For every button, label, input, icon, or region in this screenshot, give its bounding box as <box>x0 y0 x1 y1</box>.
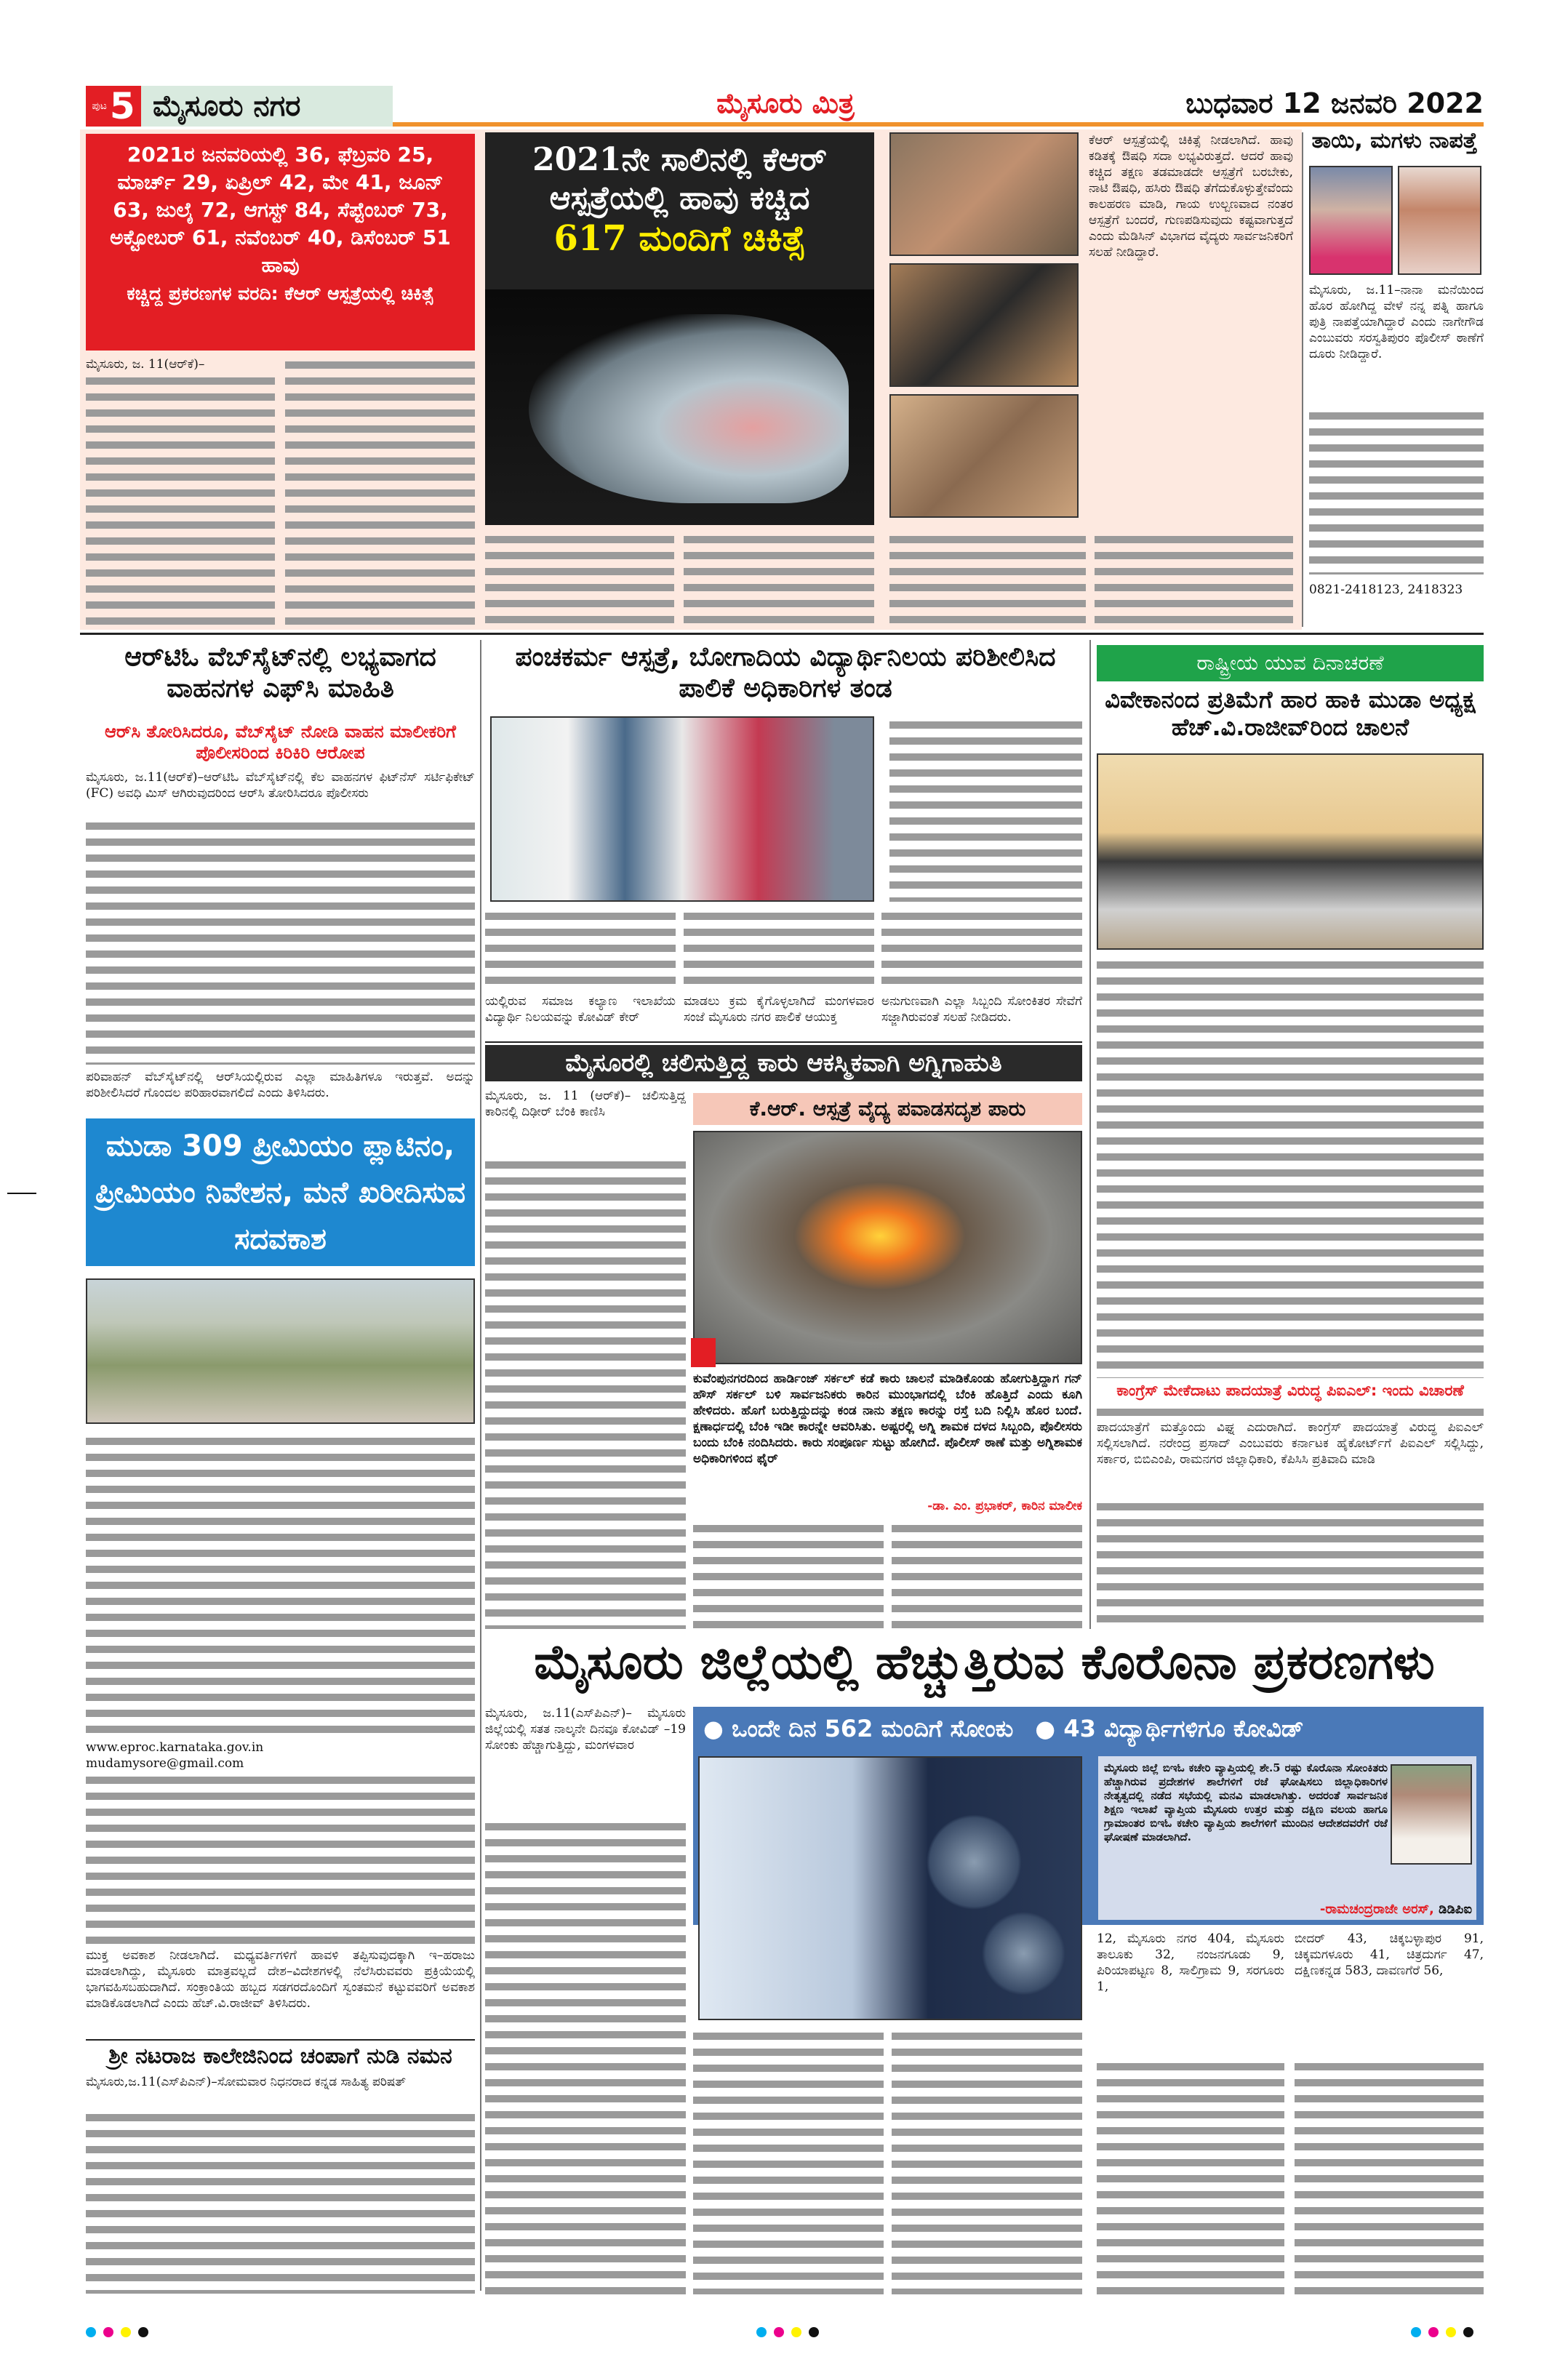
cyan-dot <box>86 2327 96 2337</box>
yellow-dot <box>1446 2327 1456 2337</box>
snake-stats-subtext: ಕಚ್ಚಿದ್ದ ಪ್ರಕರಣಗಳ ವರದಿ: ಕೆಆರ್ ಆಸ್ಪತ್ರೆಯಲ್ಲಿ ಚಿಕಿತ್ಸೆ <box>127 283 434 304</box>
column-divider <box>1302 132 1303 627</box>
congress-body-lines <box>1097 1404 1484 1420</box>
masthead-logo: ಮೈಸೂರು ಮಿತ್ರ <box>716 87 855 119</box>
corona-body-left <box>485 1818 686 2294</box>
ddpi-attribution <box>1104 1902 1472 1917</box>
snake-story-body-col2 <box>285 356 475 625</box>
corona-dateline: ಮೈಸೂರು, ಜ.11(ಎಸ್‌ಪಿಎನ್)– ಮೈಸೂರು ಜಿಲ್ಲೆಯಲ್ಲಿ ಸತತ ನಾಲ್ಕನೇ ದಿನವೂ ಕೋವಿಡ್ –19 ಸೋಂಕು ಹೆಚ್ಚಾಗುತ್ತಿದ್ದು, ಮಂಗಳವಾರ <box>485 1706 686 1753</box>
vivekananda-statue-photo <box>1097 753 1484 950</box>
corona-stats-col2: ಬೀದರ್ 43, ಚಿಕ್ಕಬಳ್ಳಾಪುರ 91, ಚಿಕ್ಕಮಗಳೂರು 41, ಚಿತ್ರದುರ್ಗ 47, ದಕ್ಷಿಣಕನ್ನಡ 583, ದಾವಣಗೆರೆ 56, <box>1295 1931 1484 1978</box>
rto-subhead: ಆರ್‌ಸಿ ತೋರಿಸಿದರೂ, ವೆಬ್‌ಸೈಟ್ ನೋಡಿ ವಾಹನ ಮಾಲೀಕರಿಗೆ ಪೊಲೀಸರಿಂದ ಕಿರಿಕಿರಿ ಆರೋಪ <box>105 721 456 763</box>
congress-body: ಪಾದಯಾತ್ರೆಗೆ ಮತ್ತೊಂದು ವಿಘ್ನ ಎದುರಾಗಿದೆ. ಕಾಂಗ್ರೆಸ್ ಪಾದಯಾತ್ರೆ ವಿರುದ್ಧ ಪಿಐಎಲ್ ಸಲ್ಲಿಸಲಾಗಿದೆ. ನರೇಂದ್ರ ಪ್ರಸಾದ್ ಎಂಬುವರು ಕರ್ನಾಟಕ ಹೈಕೋರ್ಟ್‌ಗೆ ಪಿಐಎಲ್ ಸಲ್ಲಿಸಿದ್ದು, ಸರ್ಕಾರ, ಬಿಬಿಎಂಪಿ, ರಾಮನಗರ ಜಿಲ್ಲಾಧಿಕಾರಿ, ಕೆಪಿಸಿಸಿ ಪ್ರತಿವಾದಿ ಮಾಡಿ <box>1097 1420 1484 1467</box>
column-divider <box>480 640 481 2291</box>
corona-bullet-band <box>693 1707 1484 1750</box>
yellow-dot <box>121 2327 131 2337</box>
corona-stats-col1: 12, ಮೈಸೂರು ನಗರ 404, ಮೈಸೂರು ತಾಲೂಕು 32, ನಂಜನಗೂಡು 9, ಪಿರಿಯಾಪಟ್ಟಣ 8, ಸಾಲಿಗ್ರಾಮ 9, ಸರಗೂರು 1, <box>1097 1931 1284 1994</box>
cyan-dot <box>1411 2327 1421 2337</box>
snake-story-body-col1 <box>86 372 275 625</box>
rto-body <box>86 817 475 1065</box>
snake-stats-box <box>86 134 475 351</box>
car-fire-photo <box>693 1131 1082 1364</box>
missing-mother-photo <box>1309 166 1393 275</box>
rto-closing: ಪರಿವಾಹನ್ ವೆಬ್‌ಸೈಟ್‌ನಲ್ಲಿ ಆರ್‌ಸಿಯಲ್ಲಿರುವ ಎಲ್ಲಾ ಮಾಹಿತಿಗಳೂ ಇರುತ್ತವೆ. ಅದನ್ನು ಪರಿಶೀಲಿಸಿದರೆ ಗೊಂದಲ ಪರಿಹಾರವಾಗಲಿದೆ ಎಂದು ತಿಳಿಸಿದರು. <box>86 1070 475 1100</box>
page-number: 5 <box>109 85 135 127</box>
corona-stats-more-1 <box>1097 2058 1284 2294</box>
snake-story-body-col3 <box>485 531 674 625</box>
congress-headline: ಕಾಂಗ್ರೆಸ್ ಮೇಕೆದಾಟು ಪಾದಯಾತ್ರೆ ವಿರುದ್ಧ ಪಿಐಎಲ್: ಇಂದು ವಿಚಾರಣೆ <box>1116 1382 1464 1399</box>
missing-body-lines <box>1309 407 1484 575</box>
bullet-1-text: ಒಂದೇ ದಿನ 562 ಮಂದಿಗೆ ಸೋಂಕು <box>732 1714 1014 1742</box>
car-body-col3 <box>892 1520 1082 1629</box>
page-number-box <box>86 86 141 127</box>
muda-email: mudamysore@gmail.com <box>86 1756 244 1771</box>
ddpi-quote: ಮೈಸೂರು ಜಿಲ್ಲೆ ಬಿಇಓ ಕಚೇರಿ ವ್ಯಾಪ್ತಿಯಲ್ಲಿ ಶೇ.5 ರಷ್ಟು ಕೊರೊನಾ ಸೋಂಕಿತರು ಹೆಚ್ಚಾಗಿರುವ ಪ್ರದೇಶಗಳ ಶಾಲೆಗಳಿಗೆ ರಜೆ ಘೋಷಿಸಲು ಜಿಲ್ಲಾಧಿಕಾರಿಗಳ ನೇತೃತ್ವದಲ್ಲಿ ನಡೆದ ಸಭೆಯಲ್ಲಿ ಮನವಿ ಮಾಡಲಾಗಿತ್ತು. ಅದರಂತೆ ಸಾರ್ವಜನಿಕ ಶಿಕ್ಷಣ ಇಲಾಖೆ ವ್ಯಾಪ್ತಿಯ ಮೈಸೂರು ಉತ್ತರ ಮತ್ತು ದಕ್ಷಿಣ ವಲಯ ಹಾಗೂ ಗ್ರಾಮಾಂತರ ಬಿಇಓ ಕಚೇರಿ ವ್ಯಾಪ್ತಿಯ ಶಾಲೆಗಳಿಗೆ ಮುಂದಿನ ಆದೇಶದವರೆಗೆ ರಜೆ ಘೋಷಣೆ ಮಾಡಲಾಗಿದೆ. <box>1104 1761 1388 1843</box>
snake-headline-box <box>485 132 874 525</box>
snake-story-dateline: ಮೈಸೂರು, ಜ. 11(ಆರ್‌ಕೆ)– <box>86 357 205 372</box>
ddpi-role: ಡಿಡಿಪಿಐ <box>1439 1902 1472 1917</box>
muda-headline-box: ಮುಡಾ 309 ಪ್ರೀಮಿಯಂ ಪ್ಲಾಟಿನಂ, ಪ್ರೀಮಿಯಂ ನಿವೇಶನ, ಮನೆ ಖರೀದಿಸುವ ಸದವಕಾಶ <box>86 1118 475 1266</box>
bullet-2-text: 43 ವಿದ್ಯಾರ್ಥಿಗಳಿಗೂ ಕೋವಿಡ್ <box>1063 1714 1304 1742</box>
corona-bullet-2: ● 43 ವಿದ್ಯಾರ್ಥಿಗಳಿಗೂ ಕೋವಿಡ್ <box>1035 1714 1304 1742</box>
snake-photo <box>529 314 849 503</box>
youth-day-tag: ರಾಷ್ಟ್ರೀಯ ಯುವ ದಿನಾಚರಣೆ <box>1097 645 1484 681</box>
muda-website: www.eproc.karnataka.gov.in <box>86 1740 264 1755</box>
magenta-dot <box>103 2327 113 2337</box>
panchakarma-col3-end: ಅನುಗುಣವಾಗಿ ಎಲ್ಲಾ ಸಿಬ್ಬಂದಿ ಸೋಂಕಿತರ ಸೇವೆಗೆ ಸಜ್ಜಾಗಿರುವಂತೆ ಸಲಹೆ ನೀಡಿದರು. <box>881 994 1082 1025</box>
registration-marks-left <box>86 2327 148 2337</box>
panchakarma-officials-photo <box>490 716 874 902</box>
cobra-photo <box>889 132 1079 256</box>
muda-body-2 <box>86 1772 475 1946</box>
car-fire-headline: ಮೈಸೂರಲ್ಲಿ ಚಲಿಸುತ್ತಿದ್ದ ಕಾರು ಆಕಸ್ಮಿಕವಾಗಿ ಅಗ್ನಿಗಾಹುತಿ <box>485 1045 1082 1081</box>
corona-body-col2 <box>693 2027 884 2294</box>
panchakarma-col1-end: ಯಲ್ಲಿರುವ ಸಮಾಜ ಕಲ್ಯಾಣ ಇಲಾಖೆಯ ವಿದ್ಯಾರ್ಥಿ ನಿಲಯವನ್ನು ಕೋವಿಡ್ ಕೇರ್ <box>485 994 676 1025</box>
issue-date: ಬುಧವಾರ 12 ಜನವರಿ 2022 <box>1185 87 1484 119</box>
snake-story-body-col4 <box>684 531 874 625</box>
nataraja-rule <box>86 2039 475 2041</box>
snake-headline-1: 2021ನೇ ಸಾಲಿನಲ್ಲಿ ಕೆಆರ್ <box>532 141 827 178</box>
vivekananda-body <box>1097 956 1484 1378</box>
congress-body-more <box>1097 1498 1484 1629</box>
panchakarma-col2-end: ಮಾಡಲು ಕ್ರಮ ಕೈಗೊಳ್ಳಲಾಗಿದೆ ಮಂಗಳವಾರ ಸಂಜೆ ಮೈಸೂರು ನಗರ ಪಾಲಿಕೆ ಆಯುಕ್ತ <box>684 994 874 1025</box>
rto-dateline: ಮೈಸೂರು, ಜ.11(ಆರ್‌ಕೆ)–ಆರ್‌ಟಿಓ ವೆಬ್‌ಸೈಟ್‌ನಲ್ಲಿ ಕೆಲ ವಾಹನಗಳ ಫಿಟ್‌ನೆಸ್ ಸರ್ಟಿಫಿಕೇಟ್ (FC) ಅವಧಿ ಮಿಸ್ ಆಗಿರುವುದರಿಂದ ಆರ್‌ಸಿ ತೋರಿಸಿದರೂ ಪೊಲೀಸರು <box>86 770 475 801</box>
section-rule <box>80 633 1484 635</box>
snake-story-body-col5 <box>889 531 1086 625</box>
car-owner-quote: ಕುವೆಂಪುನಗರದಿಂದ ಹಾರ್ಡಿಂಜ್ ಸರ್ಕಲ್ ಕಡೆ ಕಾರು ಚಾಲನೆ ಮಾಡಿಕೊಂಡು ಹೋಗುತ್ತಿದ್ದಾಗ ಗನ್ ಹೌಸ್ ಸರ್ಕಲ್ ಬಳಿ ಸಾರ್ವಜನಿಕರು ಕಾರಿನ ಮುಂಭಾಗದಲ್ಲಿ ಬೆಂಕಿ ಹೊತ್ತಿದೆ ಎಂದು ಕೂಗಿ ಹೇಳಿದರು. ಹೊಗೆ ಬರುತ್ತಿದ್ದುದನ್ನು ಕಂಡ ನಾನು ತಕ್ಷಣ ಕಾರನ್ನು ರಸ್ತೆ ಬದಿ ನಿಲ್ಲಿಸಿ ಹೊರ ಬಂದೆ. ಕ್ಷಣಾರ್ಧದಲ್ಲಿ ಬೆಂಕಿ ಇಡೀ ಕಾರನ್ನೇ ಆವರಿಸಿತು. ಅಷ್ಟರಲ್ಲಿ ಅಗ್ನಿ ಶಾಮಕ ದಳದ ಸಿಬ್ಬಂದಿ, ಪೊಲೀಸರು ಬಂದು ಬೆಂಕಿ ನಂದಿಸಿದರು. ಕಾರು ಸಂಪೂರ್ಣ ಸುಟ್ಟು ಹೋಗಿದೆ. ಪೊಲೀಸ್ ಠಾಣೆ ಮತ್ತು ಅಗ್ನಿಶಾಮಕ ಅಧಿಕಾರಿಗಳಿಂದ ಫೈರ್ <box>693 1372 1082 1466</box>
panchakarma-body-col1 <box>485 908 676 992</box>
magenta-dot <box>1428 2327 1439 2337</box>
muda-closing: ಮುಕ್ತ ಅವಕಾಶ ನೀಡಲಾಗಿದೆ. ಮಧ್ಯವರ್ತಿಗಳಿಗೆ ಹಾವಳಿ ತಪ್ಪಿಸುವುದಕ್ಕಾಗಿ ಇ–ಹರಾಜು ಮಾಡಲಾಗಿದ್ದು, ಮೈಸೂರು ಮಾತ್ರವಲ್ಲದೆ ದೇಶ–ವಿದೇಶಗಳಲ್ಲಿ ನೆಲೆಸಿರುವವರು ಪ್ರಕ್ರಿಯೆಯಲ್ಲಿ ಭಾಗವಹಿಸಬಹುದಾಗಿದೆ. ಸಂಕ್ರಾಂತಿಯ ಹಬ್ಬದ ಸಡಗರದೊಂದಿಗೆ ಸ್ವಂತಮನೆ ಕಟ್ಟುವವರಿಗೆ ಅವಕಾಶ ಮಾಡಿಕೊಡಲಾಗಿದೆ ಎಂದು ಹೆಚ್.ವಿ.ರಾಜೀವ್ ತಿಳಿಸಿದರು. <box>86 1948 475 2011</box>
black-dot <box>809 2327 819 2337</box>
yellow-dot <box>791 2327 801 2337</box>
panchakarma-body-col2 <box>684 908 874 992</box>
nataraja-headline: ಶ್ರೀ ನಟರಾಜ ಕಾಲೇಜಿನಿಂದ ಚಂಪಾಗೆ ನುಡಿ ನಮನ <box>108 2043 452 2069</box>
ddpi-photo <box>1391 1764 1472 1865</box>
car-body-left <box>485 1156 686 1629</box>
krait-photo <box>889 263 1079 387</box>
snake-stats-text: 2021ರ ಜನವರಿಯಲ್ಲಿ 36, ಫೆಬ್ರವರಿ 25, ಮಾರ್ಚ್ 29, ಏಪ್ರಿಲ್ 42, ಮೇ 41, ಜೂನ್ 63, ಜುಲೈ 72, ಆಗಸ್ಟ್ 84, ಸೆಪ್ಟೆಂಬರ್ 73, ಅಕ್ಟೋಬರ್ 61, ನವೆಂಬರ್ 40, ಡಿಸೆಂಬರ್ 51 ಹಾವು <box>110 143 451 277</box>
section-label: ಮೈಸೂರು ನಗರ <box>153 89 301 123</box>
cyan-dot <box>756 2327 767 2337</box>
panchakarma-body-col3 <box>881 908 1082 992</box>
panchakarma-body <box>889 716 1082 902</box>
muda-body <box>86 1433 475 1738</box>
magenta-dot <box>774 2327 784 2337</box>
corona-headline: ಮೈಸೂರು ಜಿಲ್ಲೆಯಲ್ಲಿ ಹೆಚ್ಚುತ್ತಿರುವ ಕೊರೊನಾ ಪ್ರಕರಣಗಳು <box>534 1633 1435 1690</box>
black-dot <box>1463 2327 1473 2337</box>
photo-corner-badge <box>691 1338 716 1367</box>
car-rule <box>485 1041 1082 1043</box>
margin-mark <box>7 1193 36 1194</box>
snake-headline-2: ಆಸ್ಪತ್ರೆಯಲ್ಲಿ ಹಾವು ಕಚ್ಚಿದ <box>549 179 810 217</box>
missing-phone: 0821-2418123, 2418323 <box>1309 583 1463 597</box>
car-dateline: ಮೈಸೂರು, ಜ. 11 (ಆರ್‌ಕೆ)– ಚಲಿಸುತ್ತಿದ್ದ ಕಾರಿನಲ್ಲಿ ದಿಢೀರ್ ಬೆಂಕಿ ಕಾಣಿಸಿ <box>485 1089 686 1119</box>
ddpi-name: -ರಾಮಚಂದ್ರರಾಜೇ ಅರಸ್, <box>1319 1902 1434 1917</box>
corona-bullet-1: ● ಒಂದೇ ದಿನ 562 ಮಂದಿಗೆ ಸೋಂಕು <box>703 1714 1014 1742</box>
car-body-col2 <box>693 1520 884 1629</box>
snake-story-body-col6 <box>1095 531 1293 625</box>
column-divider <box>1089 640 1091 1629</box>
missing-headline: ತಾಯಿ, ಮಗಳು ನಾಪತ್ತೆ <box>1311 128 1478 153</box>
page-label: ಪುಟ <box>92 100 107 112</box>
snake-story-body: ಕೆಆರ್ ಆಸ್ಪತ್ರೆಯಲ್ಲಿ ಚಿಕಿತ್ಸೆ ನೀಡಲಾಗಿದೆ. ಹಾವು ಕಡಿತಕ್ಕೆ ಔಷಧಿ ಸದಾ ಲಭ್ಯವಿರುತ್ತದೆ. ಆದರೆ ಹಾವು ಕಚ್ಚಿದ ತಕ್ಷಣ ತಡಮಾಡದೇ ಆಸ್ಪತ್ರೆಗೆ ಬರಬೇಕು, ನಾಟಿ ಔಷಧಿ, ಹಸಿರು ಔಷಧಿ ತೆಗೆದುಕೊಳ್ಳುತ್ತೇವೆಂದು ಕಾಲಹರಣ ಮಾಡಿ, ಗಾಯ ಉಲ್ಬಣವಾದ ನಂತರ ಆಸ್ಪತ್ರೆಗೆ ಬಂದರೆ, ಗುಣಪಡಿಸುವುದು ಕಷ್ಟವಾಗುತ್ತದೆ ಎಂದು ಮೆಡಿಸಿನ್ ವಿಭಾಗದ ವೈದ್ಯರು ಸಾರ್ವಜನಿಕರಿಗೆ ಸಲಹೆ ನೀಡಿದ್ದಾರೆ. <box>1089 133 1293 260</box>
covid-virus-photo <box>698 1756 1082 2020</box>
corona-body-col3 <box>892 2027 1082 2294</box>
nataraja-dateline: ಮೈಸೂರು,ಜ.11(ಎಸ್‌ಪಿಎನ್)–ಸೋಮವಾರ ನಿಧನರಾದ ಕನ್ನಡ ಸಾಹಿತ್ಯ ಪರಿಷತ್ <box>86 2075 406 2089</box>
viper-photo <box>889 394 1079 518</box>
panchakarma-headline: ಪಂಚಕರ್ಮ ಆಸ್ಪತ್ರೆ, ಬೋಗಾದಿಯ ವಿದ್ಯಾರ್ಥಿನಿಲಯ ಪರಿಶೀಲಿಸಿದ ಪಾಲಿಕೆ ಅಧಿಕಾರಿಗಳ ತಂಡ <box>515 642 1056 704</box>
car-subhead: ಕೆ.ಆರ್. ಆಸ್ಪತ್ರೆ ವೈದ್ಯ ಪವಾಡಸದೃಶ ಪಾರು <box>693 1093 1082 1125</box>
header-rule <box>393 122 1484 127</box>
registration-marks-center <box>756 2327 819 2337</box>
vivekananda-headline: ವಿವೇಕಾನಂದ ಪ್ರತಿಮೆಗೆ ಹಾರ ಹಾಕಿ ಮುಡಾ ಅಧ್ಯಕ್ಷ ಹೆಚ್.ವಿ.ರಾಜೀವ್‌ರಿಂದ ಚಾಲನೆ <box>1105 686 1476 742</box>
section-title <box>141 86 393 127</box>
missing-body: ಮೈಸೂರು, ಜ.11–ನಾನಾ ಮನೆಯಿಂದ ಹೊರ ಹೋಗಿದ್ದ ವೇಳೆ ನನ್ನ ಪತ್ನಿ ಹಾಗೂ ಪುತ್ರಿ ನಾಪತ್ತೆಯಾಗಿದ್ದಾರೆ ಎಂದು ನಾಗೇಗೌಡ ಎಂಬುವರು ಸರಸ್ವತಿಪುರಂ ಪೊಲೀಸ್ ಠಾಣೆಗೆ ದೂರು ನೀಡಿದ್ದಾರೆ. <box>1309 283 1484 361</box>
missing-daughter-photo <box>1398 166 1481 275</box>
registration-marks-right <box>1411 2327 1473 2337</box>
muda-building-photo <box>86 1278 475 1424</box>
car-quote-author: -ಡಾ. ಎಂ. ಪ್ರಭಾಕರ್, ಕಾರಿನ ಮಾಲೀಕ <box>927 1499 1082 1513</box>
snake-headline-3: 617 ಮಂದಿಗೆ ಚಿಕಿತ್ಸೆ <box>553 217 806 259</box>
corona-stats-more-2 <box>1295 2058 1484 2294</box>
rto-headline: ಆರ್‌ಟಿಓ ವೆಬ್‌ಸೈಟ್‌ನಲ್ಲಿ ಲಭ್ಯವಾಗದ ವಾಹನಗಳ ಎಫ್‌ಸಿ ಮಾಹಿತಿ <box>124 642 436 704</box>
nataraja-body <box>86 2109 475 2294</box>
black-dot <box>138 2327 148 2337</box>
